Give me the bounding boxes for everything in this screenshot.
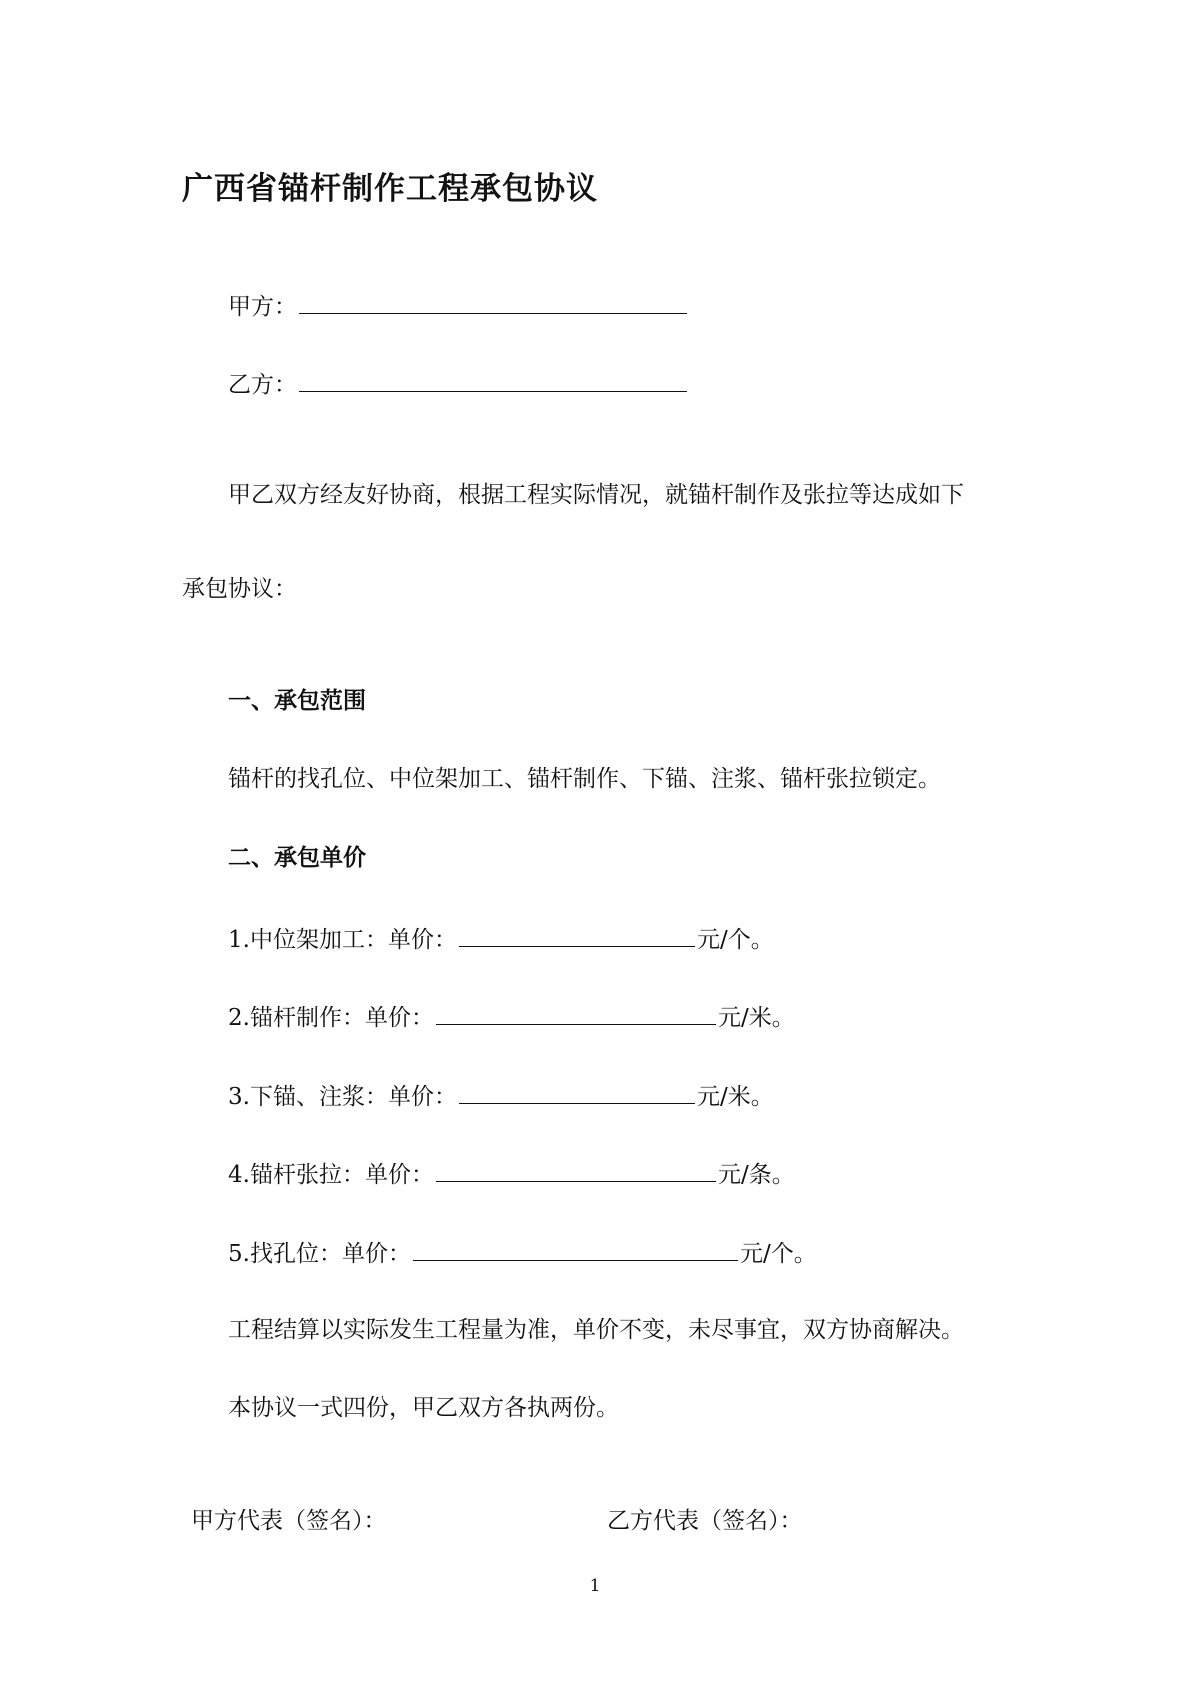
party-b-blank[interactable] [299,367,687,392]
price-item-5-number: 5. [228,1241,250,1267]
price-item-1-number: 1. [228,927,250,953]
price-item-3-unit: 元/米。 [696,1084,774,1110]
price-item-4-number: 4. [228,1162,250,1188]
price-item-1-label: 中位架加工：单价： [249,927,457,953]
document-title: 广西省锚杆制作工程承包协议 [182,171,598,207]
price-item-1-unit: 元/个。 [696,927,774,953]
price-item-2-number: 2. [228,1005,250,1031]
price-item-5 [228,1236,817,1269]
price-item-2-label: 锚杆制作：单价： [249,1005,434,1031]
copies-text: 本协议一式四份，甲乙双方各执两份。 [228,1395,619,1421]
section-2-heading: 二、承包单价 [228,845,366,871]
intro-line-1: 甲乙双方经友好协商，根据工程实际情况，就锚杆制作及张拉等达成如下 [228,482,964,508]
price-item-4-blank[interactable] [436,1157,716,1182]
price-item-2 [228,1000,795,1033]
price-item-3-number: 3. [228,1084,250,1110]
price-item-5-label: 找孔位：单价： [249,1241,411,1267]
price-item-5-blank[interactable] [413,1236,738,1261]
party-a-blank[interactable] [299,289,687,314]
price-item-3 [228,1079,774,1112]
section-1-text: 锚杆的找孔位、中位架加工、锚杆制作、下锚、注浆、锚杆张拉锁定。 [228,766,941,792]
price-item-3-label: 下锚、注浆：单价： [249,1084,457,1110]
price-item-4 [228,1157,795,1190]
party-b-signature-label: 乙方代表（签名）： [607,1508,803,1534]
price-item-4-unit: 元/条。 [717,1162,795,1188]
party-b-line [228,367,689,400]
party-a-line [228,289,689,322]
section-1-heading: 一、承包范围 [228,688,366,714]
price-item-4-label: 锚杆张拉：单价： [249,1162,434,1188]
price-item-2-blank[interactable] [436,1000,716,1025]
party-a-label: 甲方： [228,294,297,320]
price-item-5-unit: 元/个。 [739,1241,817,1267]
party-a-signature-label: 甲方代表（签名）： [191,1508,387,1534]
settlement-text: 工程结算以实际发生工程量为准，单价不变，未尽事宜，双方协商解决。 [228,1317,964,1343]
intro-line-2: 承包协议： [182,576,297,602]
page-number: 1 [589,1576,601,1596]
price-item-1-blank[interactable] [459,922,695,947]
party-b-label: 乙方： [228,372,297,398]
price-item-2-unit: 元/米。 [717,1005,795,1031]
price-item-3-blank[interactable] [459,1079,695,1104]
price-item-1 [228,922,774,955]
